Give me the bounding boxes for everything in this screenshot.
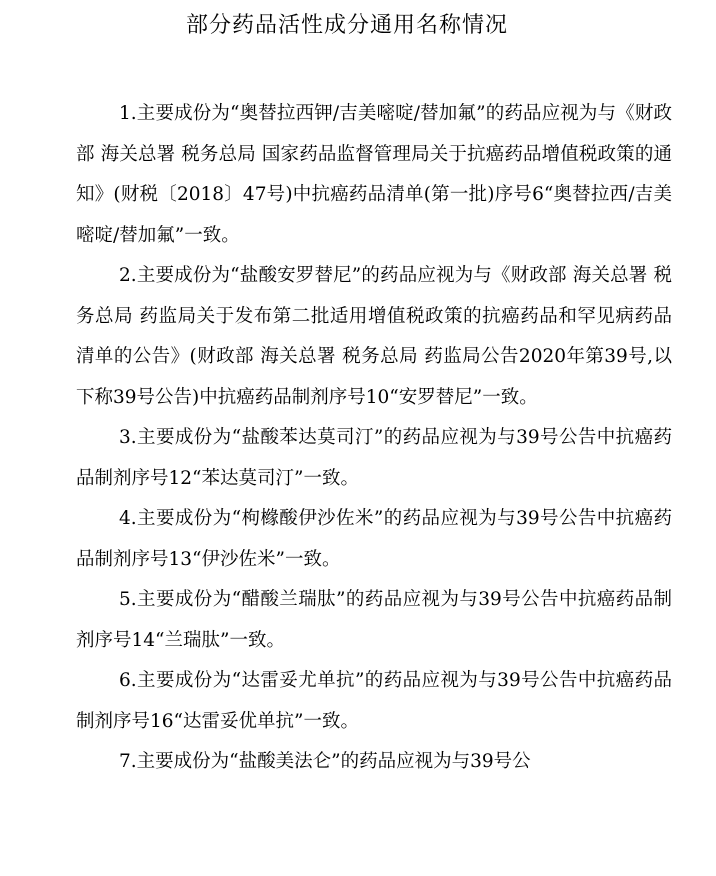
- paragraph-6: 6.主要成份为“达雷妥尤单抗”的药品应视为与39号公告中抗癌药品制剂序号16“达雷妥优单抗”一致。: [76, 670, 672, 732]
- paragraph-7: 7.主要成份为“盐酸美法仑”的药品应视为与39号公: [119, 751, 531, 772]
- paragraph-4: 4.主要成份为“枸橼酸伊沙佐米”的药品应视为与39号公告中抗癌药品制剂序号13“伊沙佐米”一致。: [76, 508, 672, 570]
- paragraph-5: 5.主要成份为“醋酸兰瑞肽”的药品应视为与39号公告中抗癌药品制剂序号14“兰瑞肽”一致。: [76, 589, 672, 651]
- paragraph-3: 3.主要成份为“盐酸苯达莫司汀”的药品应视为与39号公告中抗癌药品制剂序号12“苯达莫司汀”一致。: [76, 427, 672, 489]
- document-body: [76, 94, 672, 783]
- paragraph-2: 2.主要成份为“盐酸安罗替尼”的药品应视为与《财政部 海关总署 税务总局 药监局关于发布第二批适用增值税政策的抗癌药品和罕见病药品清单的公告》(财政部 海关总署 税务总局 药监局公告2020年第39号,以下称39号公告)中抗癌药品制剂序号10“安罗替尼”一致。: [76, 265, 672, 408]
- document-title: 部分药品活性成分通用名称情况: [186, 13, 509, 38]
- paragraph-1: 1.主要成份为“奥替拉西钾/吉美嘧啶/替加氟”的药品应视为与《财政部 海关总署 税务总局 国家药品监督管理局关于抗癌药品增值税政策的通知》(财税〔2018〕47号)中抗癌药品清单(第一批)序号6“奥替拉西/吉美嘧啶/替加氟”一致。: [76, 103, 672, 246]
